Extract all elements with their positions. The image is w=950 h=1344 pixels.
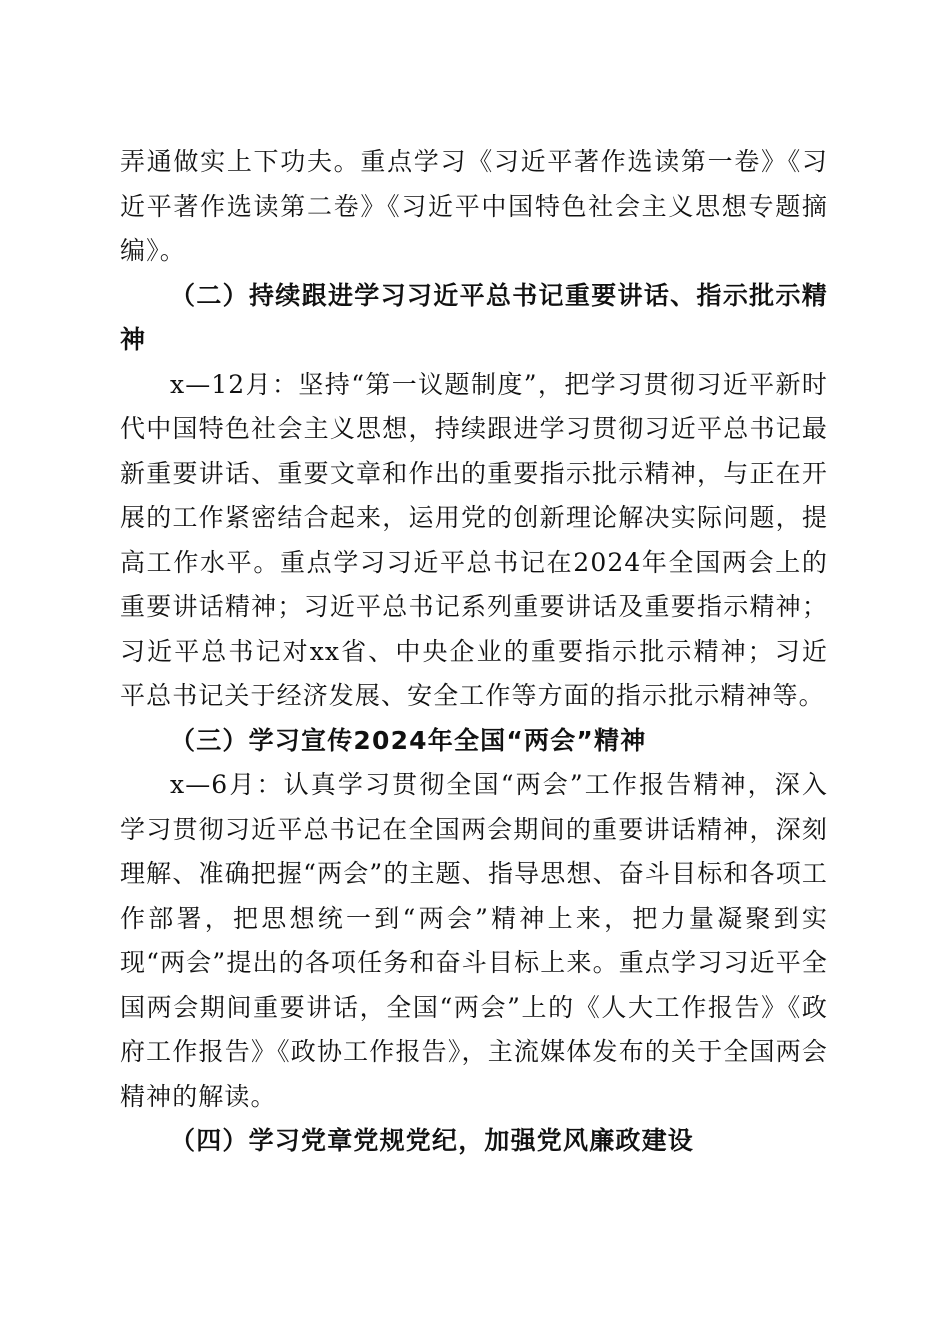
section-heading-2: （二）持续跟进学习习近平总书记重要讲话、指示批示精神 xyxy=(120,280,828,354)
section-heading-3: （三）学习宣传2024年全国“两会”精神 xyxy=(170,725,647,755)
section-heading-4: （四）学习党章党规党纪，加强党风廉政建设 xyxy=(170,1126,695,1155)
paragraph-section-3: x—6月：认真学习贯彻全国“两会”工作报告精神，深入学习贯彻习近平总书记在全国两会期间的重要讲话精神，深刻理解、准确把握“两会”的主题、指导思想、奋斗目标和各项工作部署，把思想统一到“两会”精神上来，把力量凝聚到实现“两会”提出的各项任务和奋斗目标上来。重点学习习近平全国两会期间重要讲话，全国“两会”上的《人大工作报告》《政府工作报告》《政协工作报告》，主流媒体发布的关于全国两会精神的解读。 xyxy=(120,770,828,1111)
document-body xyxy=(120,140,828,1164)
paragraph-section-2: x—12月：坚持“第一议题制度”，把学习贯彻习近平新时代中国特色社会主义思想，持续跟进学习贯彻习近平总书记最新重要讲话、重要文章和作出的重要指示批示精神，与正在开展的工作紧密结合起来，运用党的创新理论解决实际问题，提高工作水平。重点学习习近平总书记在2024年全国两会上的重要讲话精神；习近平总书记系列重要讲话及重要指示精神；习近平总书记对xx省、中央企业的重要指示批示精神；习近平总书记关于经济发展、安全工作等方面的指示批示精神等。 xyxy=(120,369,828,710)
paragraph-continuation: 弄通做实上下功夫。重点学习《习近平著作选读第一卷》《习近平著作选读第二卷》《习近平中国特色社会主义思想专题摘编》。 xyxy=(120,147,828,265)
